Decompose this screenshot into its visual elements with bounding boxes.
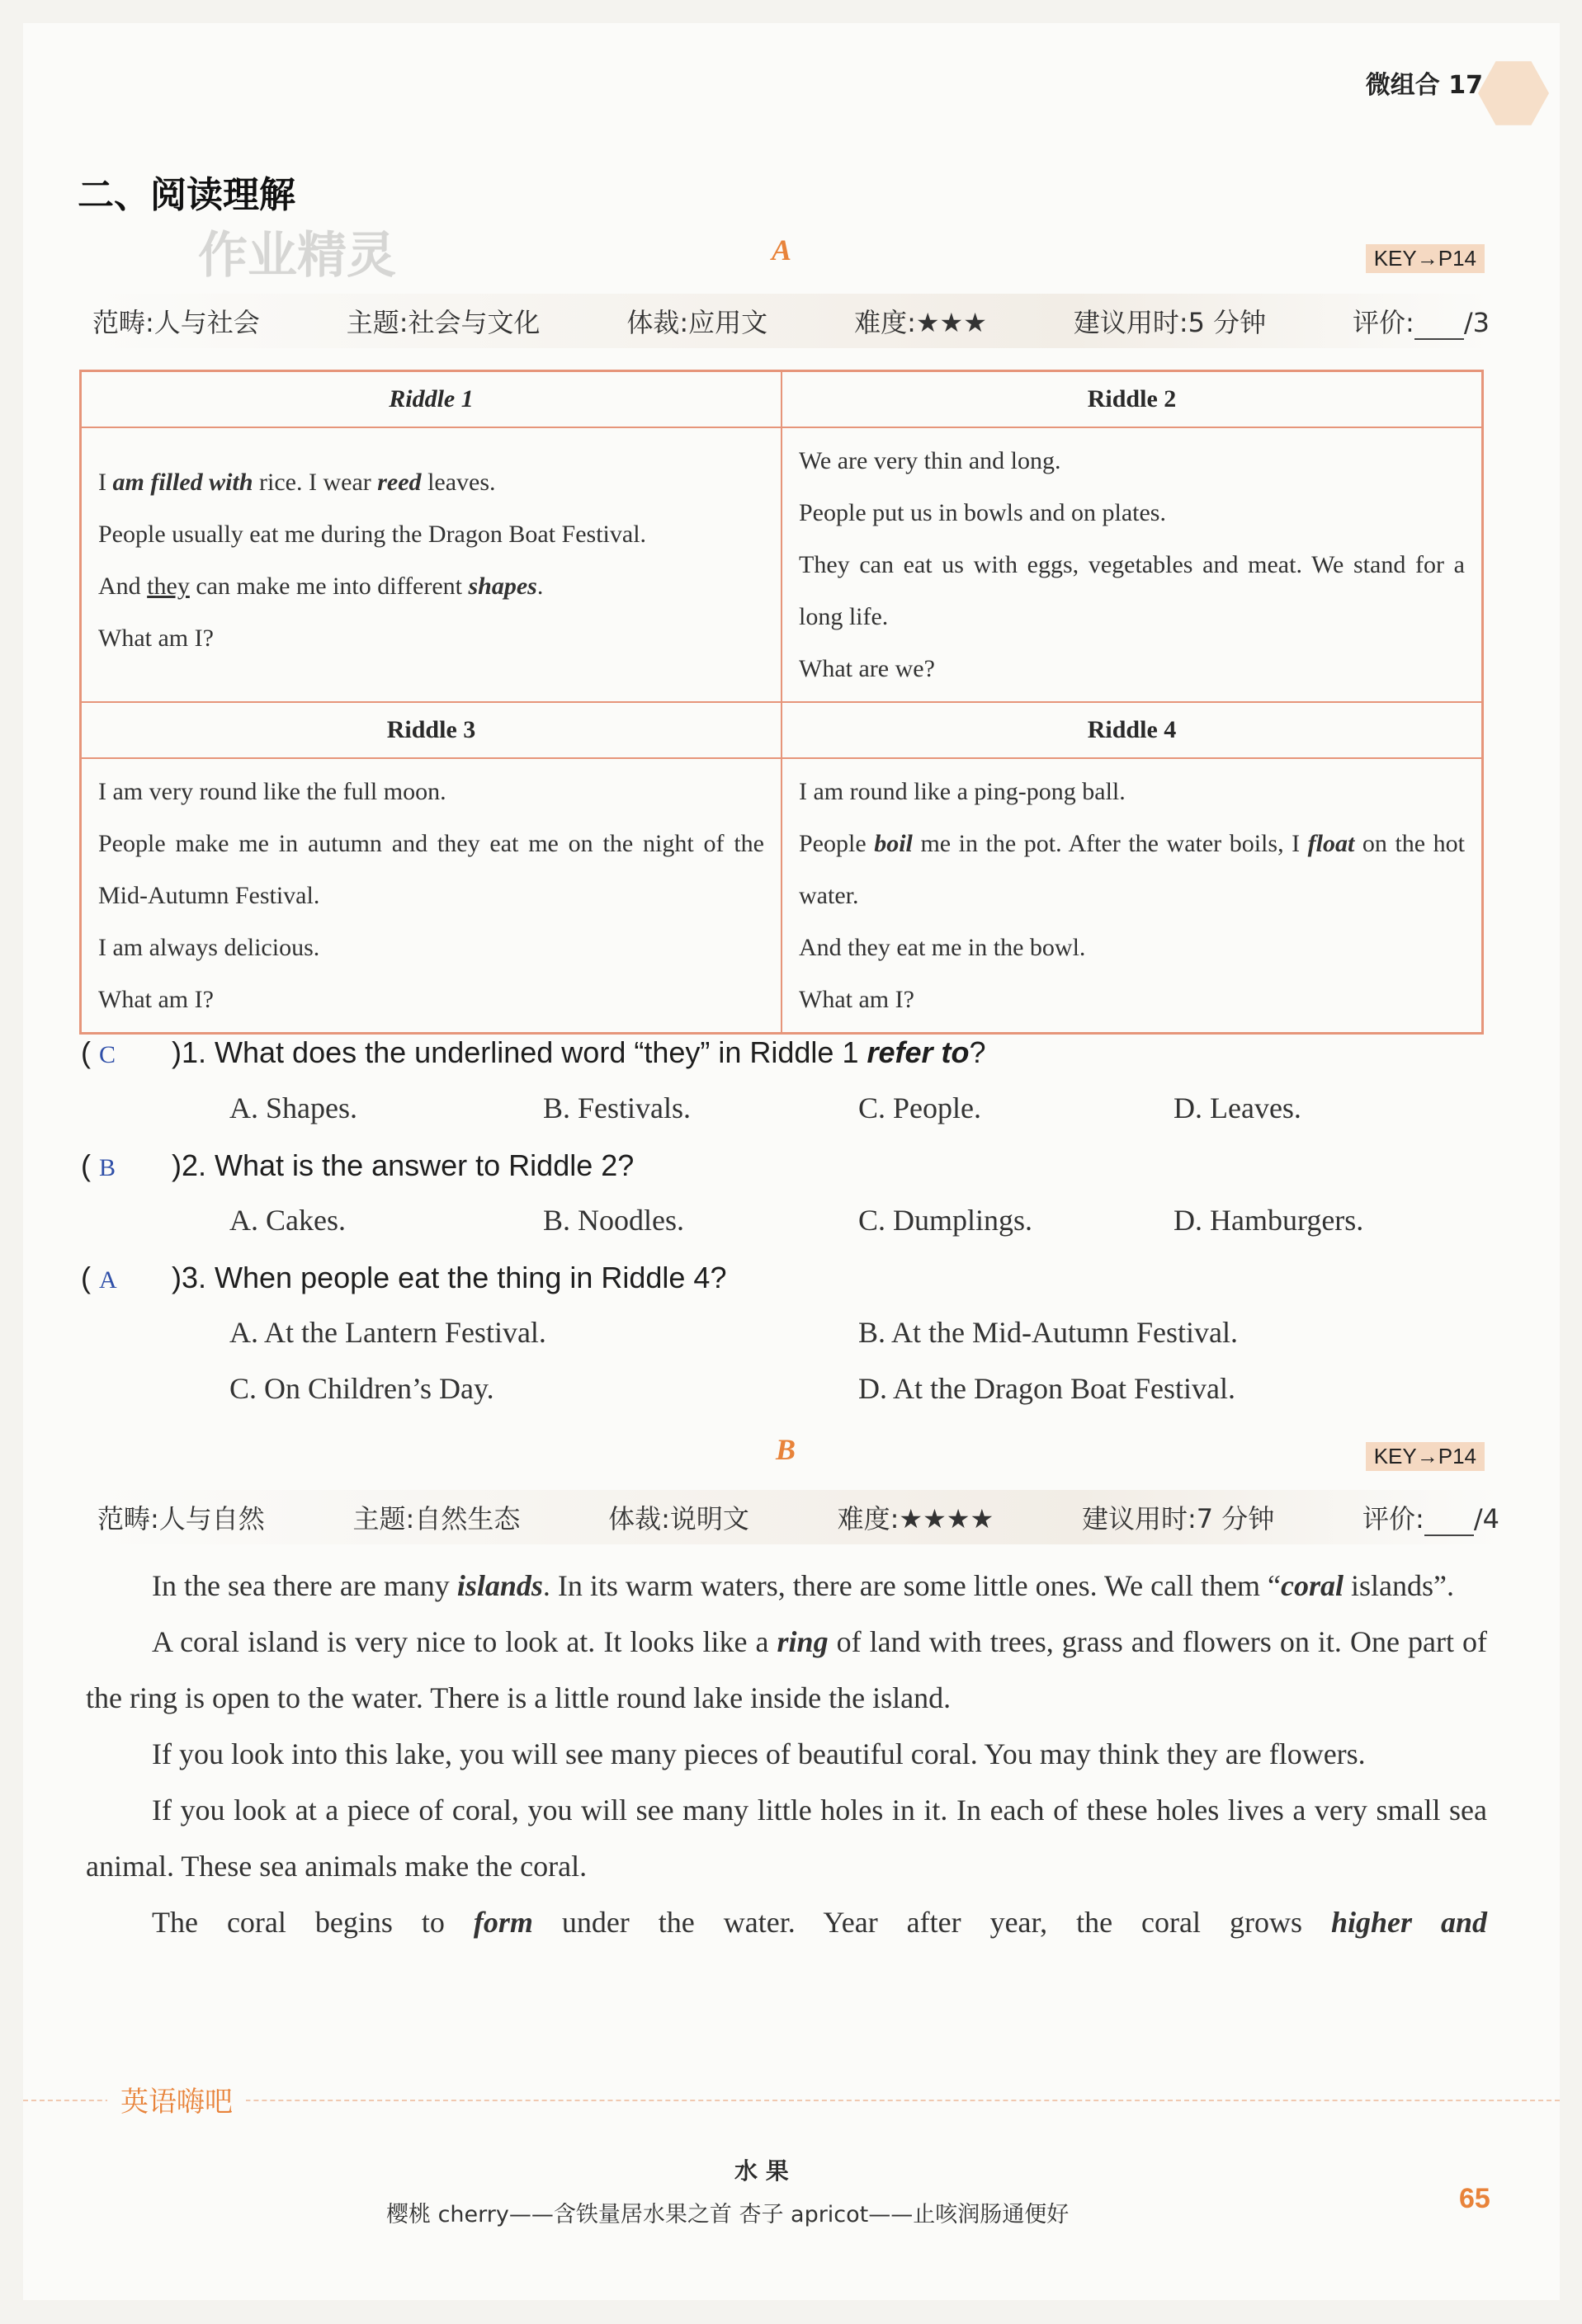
- riddles-table: [79, 370, 1484, 1035]
- riddle-line: People put us in bowls and on plates.: [799, 499, 1166, 526]
- part-b-info-row: [97, 1490, 1499, 1544]
- riddle-line: They can eat us with eggs, vegetables and meat. We stand for a long life.: [799, 551, 1465, 630]
- riddle-line: What am I?: [799, 986, 914, 1013]
- riddle-3-title: Riddle 3: [81, 702, 782, 758]
- footer-brand: 英语嗨吧: [107, 2079, 246, 2119]
- question-1: ( C )1. What does the underlined word “they” in Riddle 1 refer to?: [81, 1035, 986, 1069]
- theme: 主题:自然生态: [352, 1503, 521, 1534]
- header-group-label: 微组合 17: [1365, 71, 1483, 100]
- riddle-line: I am filled with rice. I wear reed leaves.: [98, 469, 496, 496]
- paragraph-5: The coral begins to form under the water. Year after year, the coral grows higher and: [152, 1906, 1487, 1939]
- fruit-tip-text: 樱桃 cherry——含铁量居水果之首 杏子 apricot——止咳润肠通便好: [386, 2202, 1070, 2227]
- riddle-line: And they eat me in the bowl.: [799, 934, 1086, 961]
- riddle-line: People boil me in the pot. After the water boils, I float on the hot water.: [799, 830, 1465, 909]
- q3-option-a[interactable]: A. At the Lantern Festival.: [229, 1316, 546, 1349]
- riddle-line: What am I?: [98, 986, 214, 1013]
- suggested-time: 建议用时:7 分钟: [1081, 1503, 1275, 1534]
- q3-option-b[interactable]: B. At the Mid-Autumn Festival.: [858, 1316, 1239, 1349]
- riddle-1-title: Riddle 1: [81, 371, 782, 428]
- riddle-2-body: [782, 427, 1483, 702]
- riddle-line: And they can make me into different shapes.: [98, 573, 544, 600]
- riddle-line: We are very thin and long.: [799, 447, 1061, 474]
- q2-option-c[interactable]: C. Dumplings.: [858, 1204, 1033, 1237]
- theme: 主题:社会与文化: [346, 307, 541, 338]
- score: 评价: /4: [1362, 1503, 1499, 1534]
- score: 评价: /3: [1353, 307, 1490, 338]
- riddle-line: What are we?: [799, 655, 935, 682]
- paragraph-4: If you look at a piece of coral, you will see many little holes in it. In each of these holes lives a very small sea animal. These sea animals make the coral.: [86, 1794, 1487, 1883]
- riddle-4-body: [782, 758, 1483, 1034]
- score-blank[interactable]: [1414, 315, 1464, 340]
- riddle-3-body: [81, 758, 782, 1034]
- category: 范畴:人与社会: [92, 307, 260, 338]
- paragraph-2: A coral island is very nice to look at. It looks like a ring of land with trees, grass and flowers on it. One part of the ring is open to the water. There is a little round lake inside the island.: [86, 1625, 1488, 1714]
- part-a-key-tag: KEY→P14: [1366, 244, 1485, 273]
- passage-b: [86, 1558, 1487, 1950]
- part-a-letter: A: [772, 233, 792, 266]
- riddle-line: People make me in autumn and they eat me on the night of the Mid-Autumn Festival.: [98, 830, 764, 909]
- score-blank[interactable]: [1424, 1511, 1474, 1536]
- q1-option-c[interactable]: C. People.: [858, 1091, 981, 1124]
- footer-divider: [23, 2100, 1560, 2101]
- section-title: 二、阅读理解: [78, 174, 295, 216]
- q2-option-b[interactable]: B. Noodles.: [543, 1204, 684, 1237]
- watermark: 作业精灵: [198, 227, 396, 285]
- q1-option-d[interactable]: D. Leaves.: [1174, 1091, 1301, 1124]
- answer-2[interactable]: B: [99, 1154, 116, 1181]
- part-b-letter: B: [776, 1433, 796, 1466]
- riddle-line: What am I?: [98, 625, 214, 652]
- page-number: 65: [1459, 2183, 1490, 2214]
- question-2: ( B )2. What is the answer to Riddle 2?: [81, 1148, 635, 1182]
- riddle-line: People usually eat me during the Dragon Boat Festival.: [98, 521, 647, 548]
- riddle-line: I am very round like the full moon.: [98, 778, 446, 805]
- q1-option-b[interactable]: B. Festivals.: [543, 1091, 692, 1124]
- genre: 体裁:说明文: [608, 1503, 749, 1534]
- suggested-time: 建议用时:5 分钟: [1073, 307, 1267, 338]
- q2-option-a[interactable]: A. Cakes.: [229, 1204, 346, 1237]
- answer-3[interactable]: A: [99, 1266, 117, 1294]
- part-a-info-row: [92, 294, 1490, 348]
- part-b-key-tag: KEY→P14: [1366, 1442, 1485, 1471]
- difficulty: 难度:★★★: [854, 307, 987, 338]
- genre: 体裁:应用文: [626, 307, 768, 338]
- q1-option-a[interactable]: A. Shapes.: [229, 1091, 357, 1124]
- q3-option-c[interactable]: C. On Children’s Day.: [229, 1372, 494, 1405]
- riddle-2-title: Riddle 2: [782, 371, 1483, 428]
- category: 范畴:人与自然: [97, 1503, 265, 1534]
- answer-1[interactable]: C: [99, 1041, 116, 1068]
- riddle-line: I am always delicious.: [98, 934, 320, 961]
- q2-option-d[interactable]: D. Hamburgers.: [1174, 1204, 1364, 1237]
- riddle-1-body: [81, 427, 782, 702]
- riddle-line: I am round like a ping-pong ball.: [799, 778, 1126, 805]
- difficulty: 难度:★★★★: [837, 1503, 994, 1534]
- question-3: ( A )3. When people eat the thing in Riddle 4?: [81, 1261, 727, 1294]
- paragraph-1: In the sea there are many islands. In its warm waters, there are some little ones. We call them “coral islands”.: [152, 1569, 1454, 1602]
- riddle-4-title: Riddle 4: [782, 702, 1483, 758]
- paragraph-3: If you look into this lake, you will see many pieces of beautiful coral. You may think they are flowers.: [152, 1737, 1366, 1770]
- q3-option-d[interactable]: D. At the Dragon Boat Festival.: [858, 1372, 1235, 1405]
- fruit-tip-title: 水 果: [734, 2157, 789, 2185]
